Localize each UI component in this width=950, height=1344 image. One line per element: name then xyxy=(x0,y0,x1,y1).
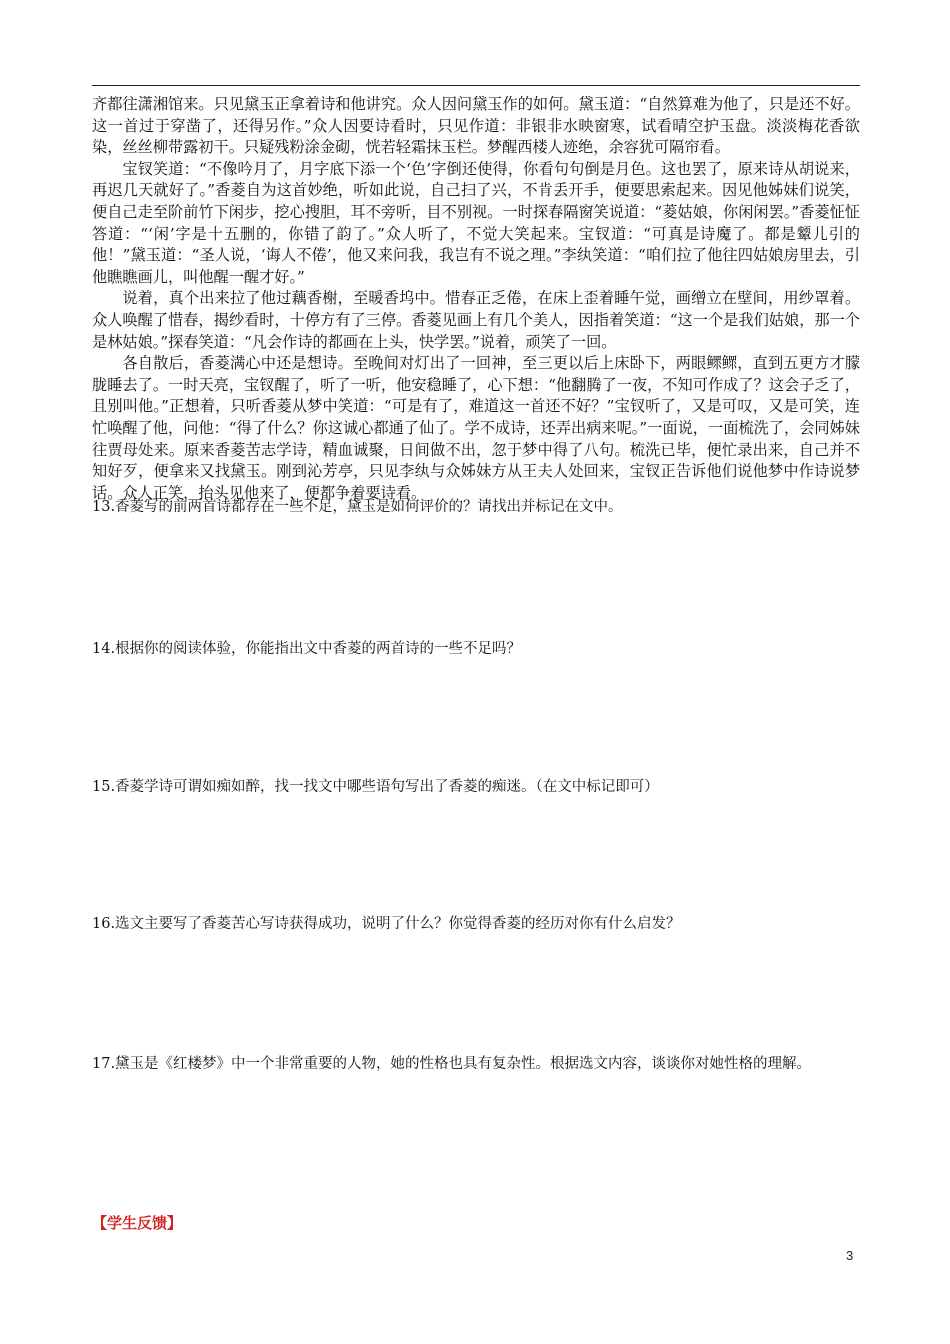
question-13: 13.香菱写的前两首诗都存在一些不足，黛玉是如何评价的？请找出并标记在文中。 xyxy=(92,499,623,515)
reading-passage xyxy=(92,94,860,504)
question-15: 15.香菱学诗可谓如痴如醉，找一找文中哪些语句写出了香菱的痴迷。（在文中标记即可） xyxy=(92,779,659,795)
passage-paragraph: 各自散后，香菱满心中还是想诗。至晚间对灯出了一回神，至三更以后上床卧下，两眼鳏鳏，直到五更方才朦胧睡去了。一时天亮，宝钗醒了，听了一听，他安稳睡了，心下想：“他翻腾了一夜，不知可作成了？这会子乏了，且别叫他。”正想着，只听香菱从梦中笑道：“可是有了，难道这一首还不好？”宝钗听了，又是可叹，又是可笑，连忙唤醒了他，问他：“得了什么？你这诚心都通了仙了。学不成诗，还弄出病来呢。”一面说，一面梳洗了，会同姊妹往贾母处来。原来香菱苦志学诗，精血诚聚，日间做不出，忽于梦中得了八句。梳洗已毕，便忙录出来，自己并不知好歹，便拿来又找黛玉。刚到沁芳亭，只见李纨与众姊妹方从王夫人处回来，宝钗正告诉他们说他梦中作诗说梦话。众人正笑，抬头见他来了，便都争着要诗看。 xyxy=(92,354,860,502)
question-14: 14.根据你的阅读体验，你能指出文中香菱的两首诗的一些不足吗？ xyxy=(92,641,522,657)
question-17: 17.黛玉是《红楼梦》中一个非常重要的人物，她的性格也具有复杂性。根据选文内容，谈谈你对她性格的理解。 xyxy=(92,1056,812,1072)
student-feedback-heading: 【学生反馈】 xyxy=(92,1214,183,1232)
passage-paragraph: 说着，真个出来拉了他过藕香榭，至暖香坞中。惜春正乏倦，在床上歪着睡午觉，画缯立在壁间，用纱罩着。众人唤醒了惜春，揭纱看时，十停方有了三停。香菱见画上有几个美人，因指着笑道：“这一个是我们姑娘，那一个是林姑娘。”探春笑道：“凡会作诗的都画在上头，快学罢。”说着，顽笑了一回。 xyxy=(92,289,860,351)
question-16: 16.选文主要写了香菱苦心写诗获得成功，说明了什么？你觉得香菱的经历对你有什么启发？ xyxy=(92,916,681,932)
passage-paragraph: 齐都往潇湘馆来。只见黛玉正拿着诗和他讲究。众人因问黛玉作的如何。黛玉道：“自然算难为他了，只是还不好。这一首过于穿凿了，还得另作。”众人因要诗看时，只见作道：非银非水映窗寒，试看晴空护玉盘。淡淡梅花香欲染，丝丝柳带露初干。只疑残粉涂金砌，恍若轻霜抹玉栏。梦醒西楼人迹绝，余容犹可隔帘看。 xyxy=(92,95,860,157)
page-number: 3 xyxy=(846,1248,854,1263)
passage-paragraph: 宝钗笑道：“不像吟月了，月字底下添一个‘色’字倒还使得，你看句句倒是月色。这也罢了，原来诗从胡说来，再迟几天就好了。”香菱自为这首妙绝，听如此说，自己扫了兴，不肯丢开手，便要思索起来。因见他姊妹们说笑，便自己走至阶前竹下闲步，挖心搜胆，耳不旁听，目不别视。一时探春隔窗笑说道：“菱姑娘，你闲闲罢。”香菱怔怔答道：“‘闲’字是十五删的，你错了韵了。”众人听了，不觉大笑起来。宝钗道：“可真是诗魔了。都是颦儿引的他！”黛玉道：“圣人说，‘诲人不倦’，他又来问我，我岂有不说之理。”李纨笑道：“咱们拉了他往四姑娘房里去，引他瞧瞧画儿，叫他醒一醒才好。” xyxy=(92,159,860,286)
header-rule xyxy=(92,85,860,86)
